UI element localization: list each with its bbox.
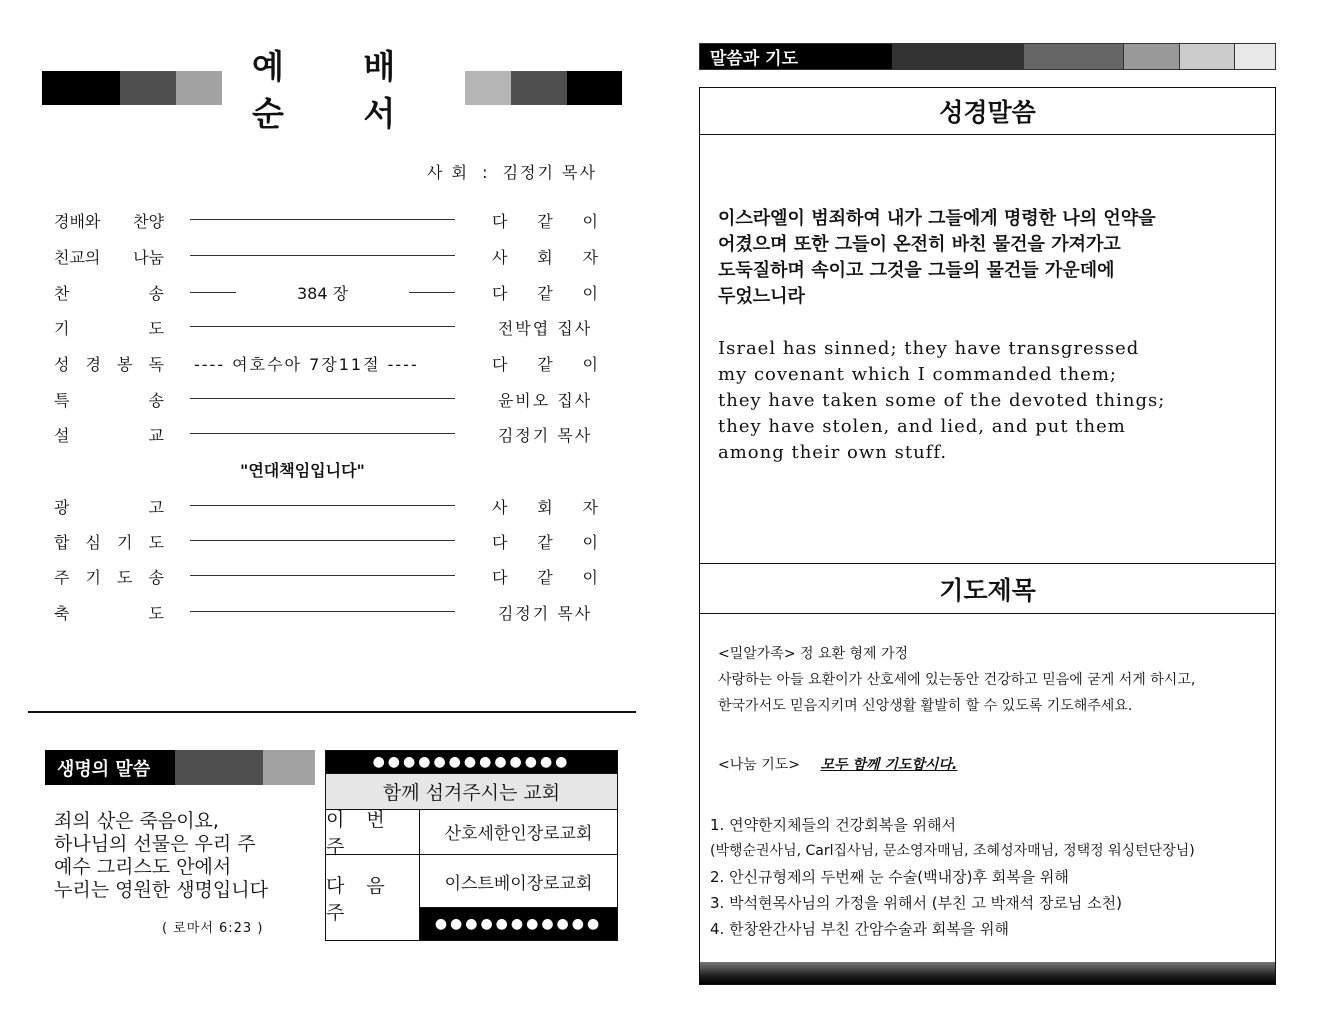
verse-line: my covenant which I commanded them; — [718, 364, 1117, 385]
life-word-reference: ( 로마서 6:23 ) — [162, 921, 264, 936]
host-label: 사 회 — [427, 163, 469, 182]
life-word-line: 예수 그리스도 안에서 — [54, 856, 232, 878]
order-responsible-text: 회 — [537, 498, 553, 517]
divider — [28, 711, 636, 713]
this-week-church: 산호세한인장로교회 — [420, 809, 617, 855]
order-item-char: 찬양 — [133, 212, 164, 231]
order-line — [190, 255, 455, 256]
life-word-line: 누리는 영원한 생명입니다 — [54, 879, 268, 901]
order-responsible-text: 이 — [582, 533, 598, 552]
order-responsible-text: 이 — [582, 568, 598, 587]
order-item-char: 도 — [148, 319, 164, 338]
order-responsible-text: 사 — [492, 248, 508, 267]
prayer-heading: 기도제목 — [939, 575, 1036, 605]
life-word-line: 하나님의 선물은 우리 주 — [54, 833, 256, 855]
verse-english — [718, 336, 1165, 466]
order-responsible-text: 같 — [537, 212, 553, 231]
order-responsible-text: 같 — [537, 533, 553, 552]
order-line — [190, 505, 455, 506]
order-responsible-text: 다 — [492, 284, 508, 303]
word-prayer-title: 말씀과 기도 — [700, 44, 892, 69]
order-responsible-text: 김정기 목사 — [497, 426, 593, 445]
churches-heading: 함께 섬겨주시는 교회 — [326, 773, 617, 810]
prayer-item: 3. 박석현목사님의 가정을 위해서 (부친 고 박재석 장로님 소천) — [710, 894, 1122, 912]
verse-line: 이스라엘이 범죄하여 내가 그들에게 명령한 나의 언약을 — [718, 208, 1156, 229]
verse-line: Israel has sinned; they have transgressed — [718, 338, 1140, 359]
worship-order-row — [54, 596, 604, 626]
partner-churches-box — [325, 750, 618, 941]
order-item-char: 설 — [54, 426, 70, 445]
order-item-char: 특 — [54, 391, 70, 410]
dots-decoration: ●●●●●●●●●●●●● — [326, 751, 617, 773]
worship-order-title: 예 배 순 서 — [252, 47, 430, 133]
order-item-char: 주 — [54, 568, 70, 587]
order-middle — [190, 352, 455, 375]
order-item-char: 광 — [54, 498, 70, 517]
order-line — [190, 326, 455, 327]
order-item-name — [54, 388, 164, 411]
verse-line: 어겼으며 또한 그들이 온전히 바친 물건을 가져가고 — [718, 234, 1121, 255]
order-responsible-text: 같 — [537, 355, 553, 374]
order-item-char: 합 — [54, 533, 70, 552]
verse-line: 두었느니라 — [718, 286, 805, 307]
order-responsible — [492, 281, 598, 304]
worship-order-header — [42, 47, 622, 133]
order-line — [190, 540, 455, 541]
order-responsible-text: 다 — [492, 533, 508, 552]
order-responsible-text: 같 — [537, 568, 553, 587]
order-responsible-text: 같 — [537, 284, 553, 303]
next-week-label: 다 음 주 — [326, 855, 420, 940]
host-colon: : — [482, 163, 490, 182]
order-responsible — [492, 209, 598, 232]
worship-order-row — [54, 525, 604, 555]
order-responsible-text: 자 — [582, 498, 598, 517]
order-responsible-text: 사 — [492, 498, 508, 517]
order-item-char: 축 — [54, 604, 70, 623]
prayer-item: 1. 연약한지체들의 건강회복을 위해서 — [710, 816, 956, 834]
worship-order-row — [54, 418, 604, 448]
order-responsible — [492, 245, 598, 268]
order-item-char: 성 — [54, 355, 70, 374]
order-item-char: 찬 — [54, 284, 70, 303]
order-responsible-text: 다 — [492, 568, 508, 587]
order-item-name — [54, 530, 164, 553]
order-item-char: 송 — [148, 391, 164, 410]
order-responsible-text: 자 — [582, 248, 598, 267]
order-item-char: 기 — [85, 568, 101, 587]
worship-order-row — [54, 347, 604, 377]
order-item-char: 교 — [148, 426, 164, 445]
worship-order-row — [54, 276, 604, 306]
order-responsible — [492, 316, 598, 339]
order-item-char: 도 — [148, 533, 164, 552]
scripture-reference: ---- 여호수아 7장11절 ---- — [194, 355, 419, 374]
verse-line: 도둑질하며 속이고 그것을 그들의 물건들 가운데에 — [718, 260, 1115, 281]
order-item-name — [54, 423, 164, 446]
order-item-char: 경배와 — [54, 212, 101, 231]
order-item-char: 심 — [85, 533, 101, 552]
next-week-church: 이스트베이장로교회 — [420, 855, 617, 908]
order-responsible — [492, 423, 598, 446]
order-line — [190, 398, 455, 399]
divider — [700, 613, 1275, 614]
verse-korean — [718, 206, 1156, 310]
life-word-text — [54, 810, 304, 902]
order-responsible — [492, 601, 598, 624]
order-responsible-text: 이 — [582, 284, 598, 303]
order-item-char: 송 — [148, 568, 164, 587]
order-line — [190, 219, 455, 220]
order-line — [190, 575, 455, 576]
scripture-heading: 성경말씀 — [939, 98, 1036, 127]
worship-order-row — [54, 560, 604, 590]
family-line: 한국가서도 믿음지키며 신앙생활 활발히 할 수 있도록 기도해주세요. — [718, 698, 1133, 714]
share-text: 모두 함께 기도합시다. — [820, 757, 958, 773]
life-word-header — [45, 750, 315, 785]
prayer-item: 2. 안신규형제의 두번째 눈 수술(백내장)후 회복을 위해 — [710, 868, 1069, 886]
order-item-name — [54, 316, 164, 339]
share-label: <나눔 기도> — [718, 757, 801, 773]
life-word-line: 죄의 삯은 죽음이요, — [54, 810, 219, 832]
hymn-number: 384 장 — [296, 284, 349, 303]
order-item-name — [54, 565, 164, 588]
worship-order-row — [54, 240, 604, 270]
order-responsible-text: 회 — [537, 248, 553, 267]
order-line — [190, 611, 455, 612]
order-middle — [190, 281, 455, 304]
worship-order-row — [54, 490, 604, 520]
order-item-char: 친교의 — [54, 248, 101, 267]
divider — [700, 134, 1275, 135]
host-line — [427, 160, 603, 183]
prayer-item: (박행순권사님, Carl집사님, 문소영자매님, 조혜성자매님, 정택정 워싱턴단장님) — [710, 843, 1195, 859]
order-responsible — [492, 352, 598, 375]
word-prayer-box — [699, 87, 1276, 985]
life-word-title: 생명의 말씀 — [45, 750, 175, 785]
order-item-char: 나눔 — [133, 248, 164, 267]
family-label: <밀알가족> 정 요환 형제 가정 — [718, 646, 909, 662]
order-responsible-text: 윤비오 집사 — [497, 391, 593, 410]
order-item-name — [54, 245, 164, 268]
order-item-name — [54, 495, 164, 518]
worship-order-row — [54, 311, 604, 341]
bottom-decoration — [700, 962, 1275, 984]
order-item-name — [54, 209, 164, 232]
order-item-char: 도 — [117, 568, 133, 587]
order-responsible — [492, 530, 598, 553]
worship-order-row — [54, 383, 604, 413]
verse-line: they have taken some of the devoted things; — [718, 390, 1166, 411]
order-item-char: 봉 — [117, 355, 133, 374]
order-item-char: 기 — [117, 533, 133, 552]
host-name: 김정기 목사 — [502, 163, 597, 182]
verse-line: among their own stuff. — [718, 442, 948, 463]
order-responsible — [492, 565, 598, 588]
order-item-name — [54, 601, 164, 624]
order-responsible-text: 김정기 목사 — [497, 604, 593, 623]
motto: "연대책임입니다" — [240, 461, 365, 480]
this-week-label: 이 번 주 — [326, 809, 420, 855]
order-item-name — [54, 352, 164, 375]
verse-line: they have stolen, and lied, and put them — [718, 416, 1126, 437]
share-prayer — [718, 752, 957, 778]
order-item-char: 고 — [148, 498, 164, 517]
prayer-items — [710, 812, 1195, 942]
worship-order-row — [54, 204, 604, 234]
order-responsible-text: 이 — [582, 355, 598, 374]
word-prayer-header — [699, 43, 1276, 70]
family-line: 사랑하는 아들 요환이가 산호세에 있는동안 건강하고 믿음에 굳게 서게 하시고, — [718, 672, 1196, 688]
order-responsible-text: 전박엽 집사 — [497, 319, 593, 338]
order-item-char: 송 — [148, 284, 164, 303]
order-item-char: 도 — [148, 604, 164, 623]
family-prayer — [718, 641, 1195, 719]
prayer-item: 4. 한창완간사님 부친 간암수술과 회복을 위해 — [710, 920, 1009, 938]
order-item-name — [54, 281, 164, 304]
order-responsible — [492, 388, 598, 411]
order-responsible-text: 다 — [492, 355, 508, 374]
order-item-char: 기 — [54, 319, 70, 338]
order-line — [190, 433, 455, 434]
order-responsible — [492, 495, 598, 518]
dots-decoration: ●●●●●●●●●●● — [420, 908, 617, 940]
order-item-char: 독 — [148, 355, 164, 374]
order-item-char: 경 — [85, 355, 101, 374]
order-responsible-text: 다 — [492, 212, 508, 231]
order-responsible-text: 이 — [582, 212, 598, 231]
